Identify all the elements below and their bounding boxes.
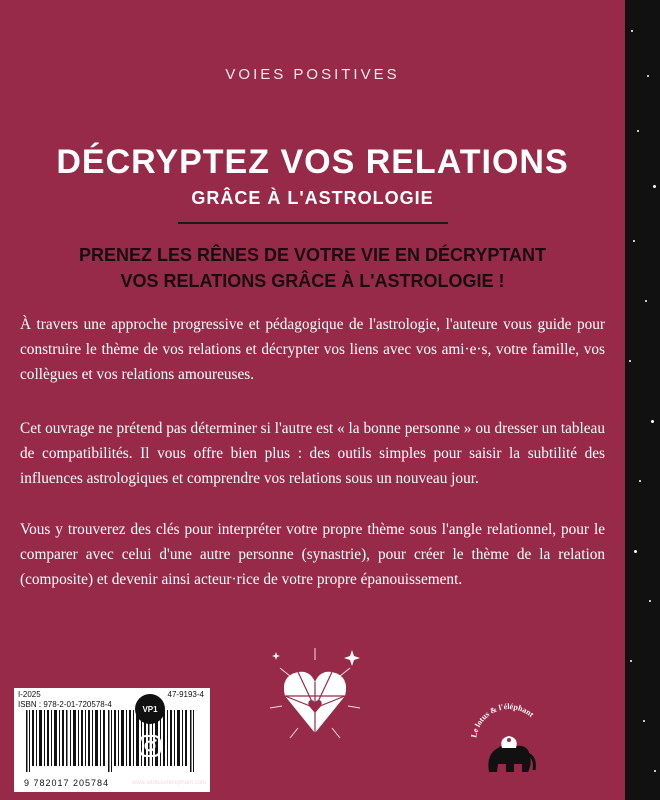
tagline-line-1: PRENEZ LES RÊNES DE VOTRE VIE EN DÉCRYPTANT (78, 245, 547, 265)
starry-spine (625, 0, 660, 800)
blurb-paragraph-2: Cet ouvrage ne prétend pas déterminer si l'autre est « la bonne personne » ou dresser un tableau de compatibilités. Il vous offre bien plus : des outils simples pour saisir la subtilité des influences astrologiques et comprendre vos relations sous un nouveau jour. (20, 420, 605, 487)
publisher-website[interactable]: www.lelotusetlelephant.com (132, 780, 207, 786)
isbn-text: ISBN : 978-2-01-720578-4 (18, 700, 112, 709)
blurb-paragraph-1: À travers une approche progressive et pédagogique de l'astrologie, l'auteure vous guide pour construire le thème de vos relations et décrypter vos liens avec vos ami·e·s, votre famille, vos collègues et vos relations amoureuses. (20, 316, 605, 383)
tagline-line-2: VOS RELATIONS GRÂCE À L'ASTROLOGIE ! (120, 271, 505, 291)
star-icon (629, 360, 631, 362)
barcode-digits: 9 782017 205784 (24, 778, 110, 788)
title-divider (178, 222, 448, 224)
star-icon (630, 660, 632, 662)
book-subtitle: GRÂCE À L'ASTROLOGIE (191, 188, 434, 208)
collection-name: VOIES POSITIVES (225, 66, 400, 83)
star-icon (639, 480, 641, 482)
heart-emblem-icon (260, 638, 370, 748)
star-icon (651, 420, 654, 423)
star-icon (649, 600, 651, 602)
print-date: I-2025 (18, 690, 41, 699)
collection-badge: VP1 (135, 694, 165, 724)
star-icon (654, 770, 656, 772)
elephant-logo-icon (464, 692, 554, 782)
star-icon (631, 30, 633, 32)
publisher-arc-text: Le lotus & l'éléphant (469, 701, 536, 739)
tagline (30, 242, 595, 294)
book-title: DÉCRYPTEZ VOS RELATIONS (56, 143, 569, 181)
star-icon (653, 185, 656, 188)
barcode-icon (22, 710, 202, 772)
barcode-panel (14, 688, 210, 792)
star-icon (645, 300, 647, 302)
star-icon (647, 75, 649, 77)
blurb-paragraph-3: Vous y trouverez des clés pour interpréter votre propre thème sous l'angle relationnel, pour le comparer avec celui d'une autre personne (synastrie), pour créer le thème de la relation (composite) et devenir ainsi acteur·rice de votre propre épanouissement. (20, 521, 605, 588)
edition-code: 47-9193-4 (167, 690, 204, 699)
instagram-icon[interactable] (138, 734, 162, 758)
star-icon (643, 720, 645, 722)
star-icon (634, 550, 637, 553)
star-icon (637, 130, 639, 132)
star-icon (633, 240, 635, 242)
